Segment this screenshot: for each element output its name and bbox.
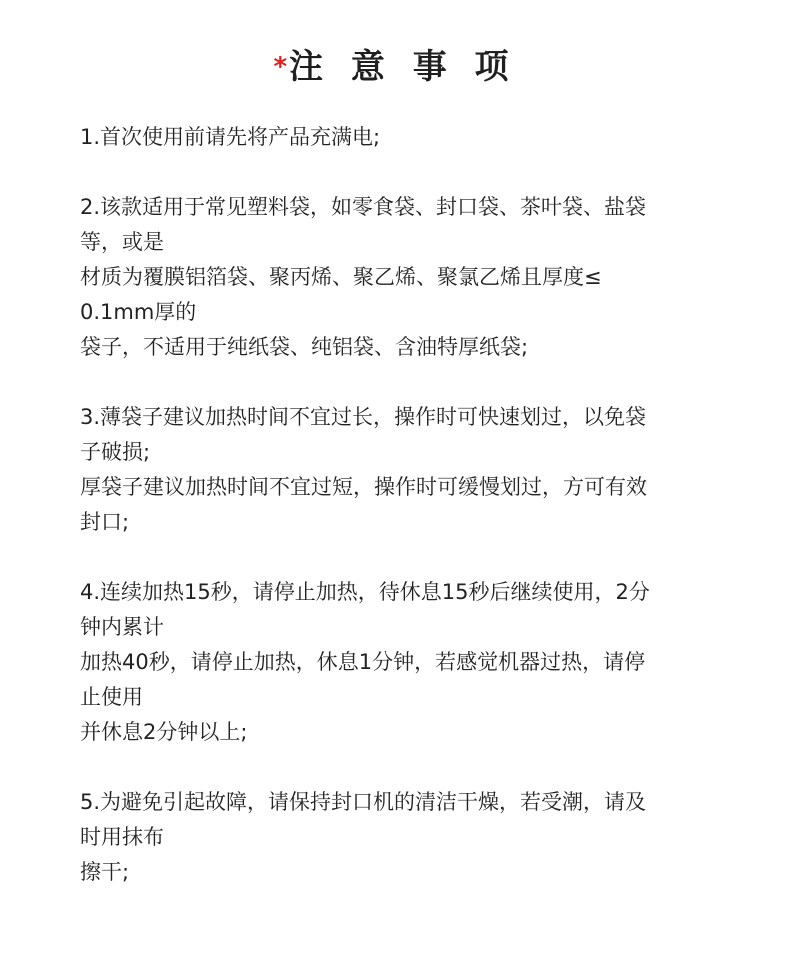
notice-line: 3.薄袋子建议加热时间不宜过长，操作时可快速划过，以免袋 — [80, 405, 647, 429]
notice-line: 厚袋子建议加热时间不宜过短，操作时可缓慢划过，方可有效 — [80, 475, 647, 499]
notice-line: 钟内累计 — [80, 615, 164, 639]
notice-line: 擦干; — [80, 860, 130, 884]
notice-line: 并休息2分钟以上; — [80, 720, 248, 744]
notice-line: 4.连续加热15秒，请停止加热，待休息15秒后继续使用，2分 — [80, 580, 650, 604]
page-title — [0, 44, 790, 90]
notice-line: 袋子，不适用于纯纸袋、纯铝袋、含油特厚纸袋; — [80, 335, 529, 359]
notice-line: 封口; — [80, 510, 130, 534]
notice-line: 材质为覆膜铝箔袋、聚丙烯、聚乙烯、聚氯乙烯且厚度≤ — [80, 265, 602, 289]
notice-line: 2.该款适用于常见塑料袋，如零食袋、封口袋、茶叶袋、盐袋 — [80, 195, 647, 219]
notice-item-2 — [80, 190, 730, 365]
notice-item-3 — [80, 400, 730, 540]
notice-line: 等，或是 — [80, 230, 164, 254]
notice-line: 止使用 — [80, 685, 143, 709]
notice-line: 加热40秒，请停止加热，休息1分钟，若感觉机器过热，请停 — [80, 650, 646, 674]
required-star: * — [273, 52, 288, 82]
notice-item-5 — [80, 785, 730, 890]
notice-line: 5.为避免引起故障，请保持封口机的清洁干燥，若受潮，请及 — [80, 790, 647, 814]
notice-line: 子破损; — [80, 440, 151, 464]
notice-item-4 — [80, 575, 730, 750]
notice-line: 时用抹布 — [80, 825, 164, 849]
page-title-text: 注 意 事 项 — [289, 47, 517, 87]
notice-line: 0.1mm厚的 — [80, 300, 197, 324]
notice-content — [80, 120, 730, 925]
notice-item-1 — [80, 120, 730, 155]
notice-line: 1.首次使用前请先将产品充满电; — [80, 125, 381, 149]
